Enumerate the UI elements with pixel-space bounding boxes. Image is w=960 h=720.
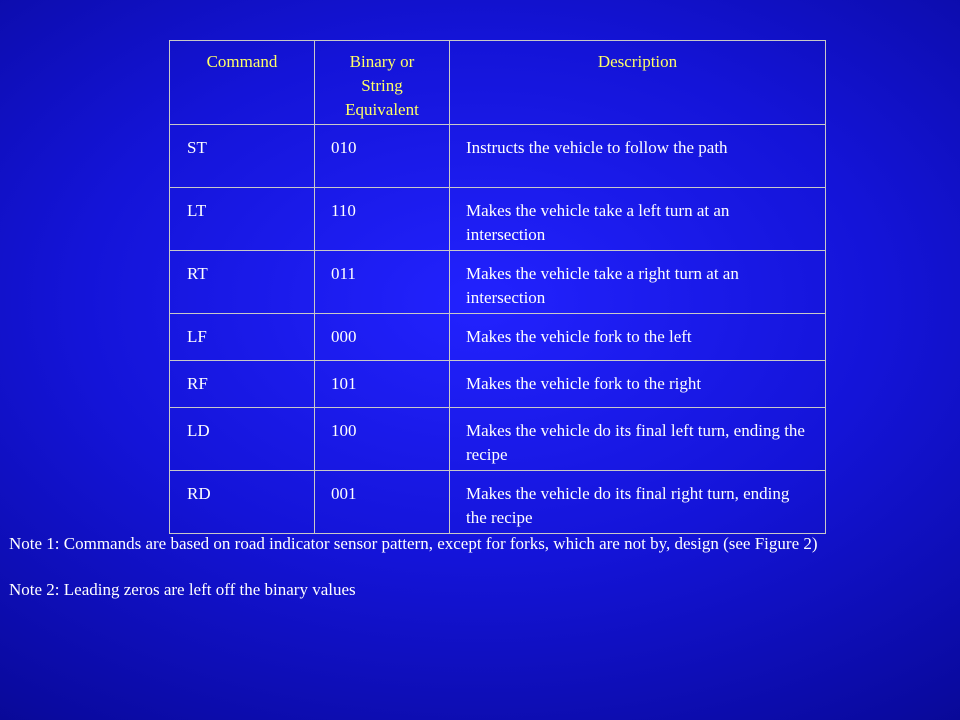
- cell-command: LD: [170, 408, 315, 471]
- cell-description: Makes the vehicle fork to the left: [450, 314, 826, 361]
- cell-command: RT: [170, 251, 315, 314]
- cell-command: LT: [170, 188, 315, 251]
- note-1: Note 1: Commands are based on road indicator sensor pattern, except for forks, which are not by, design (see Figure 2): [9, 534, 818, 553]
- cell-description: Makes the vehicle take a right turn at an intersection: [450, 251, 826, 314]
- header-command: Command: [170, 41, 315, 125]
- table-row: [170, 314, 826, 361]
- command-table: [169, 40, 826, 534]
- table-row: [170, 125, 826, 188]
- note-2: Note 2: Leading zeros are left off the binary values: [9, 580, 356, 599]
- table-row: [170, 361, 826, 408]
- table-row: [170, 408, 826, 471]
- table-header-row: [170, 41, 826, 125]
- cell-description: Makes the vehicle do its final right turn, ending the recipe: [450, 471, 826, 534]
- cell-description: Instructs the vehicle to follow the path: [450, 125, 826, 188]
- cell-binary: 001: [315, 471, 450, 534]
- cell-command: LF: [170, 314, 315, 361]
- cell-binary: 011: [315, 251, 450, 314]
- table-row: [170, 471, 826, 534]
- cell-binary: 101: [315, 361, 450, 408]
- cell-binary: 110: [315, 188, 450, 251]
- cell-command: RD: [170, 471, 315, 534]
- cell-description: Makes the vehicle fork to the right: [450, 361, 826, 408]
- cell-command: ST: [170, 125, 315, 188]
- cell-binary: 100: [315, 408, 450, 471]
- cell-binary: 000: [315, 314, 450, 361]
- cell-command: RF: [170, 361, 315, 408]
- table-row: [170, 251, 826, 314]
- header-binary: Binary or String Equivalent: [315, 41, 450, 125]
- header-description: Description: [450, 41, 826, 125]
- cell-description: Makes the vehicle take a left turn at an intersection: [450, 188, 826, 251]
- cell-binary: 010: [315, 125, 450, 188]
- table-row: [170, 188, 826, 251]
- cell-description: Makes the vehicle do its final left turn, ending the recipe: [450, 408, 826, 471]
